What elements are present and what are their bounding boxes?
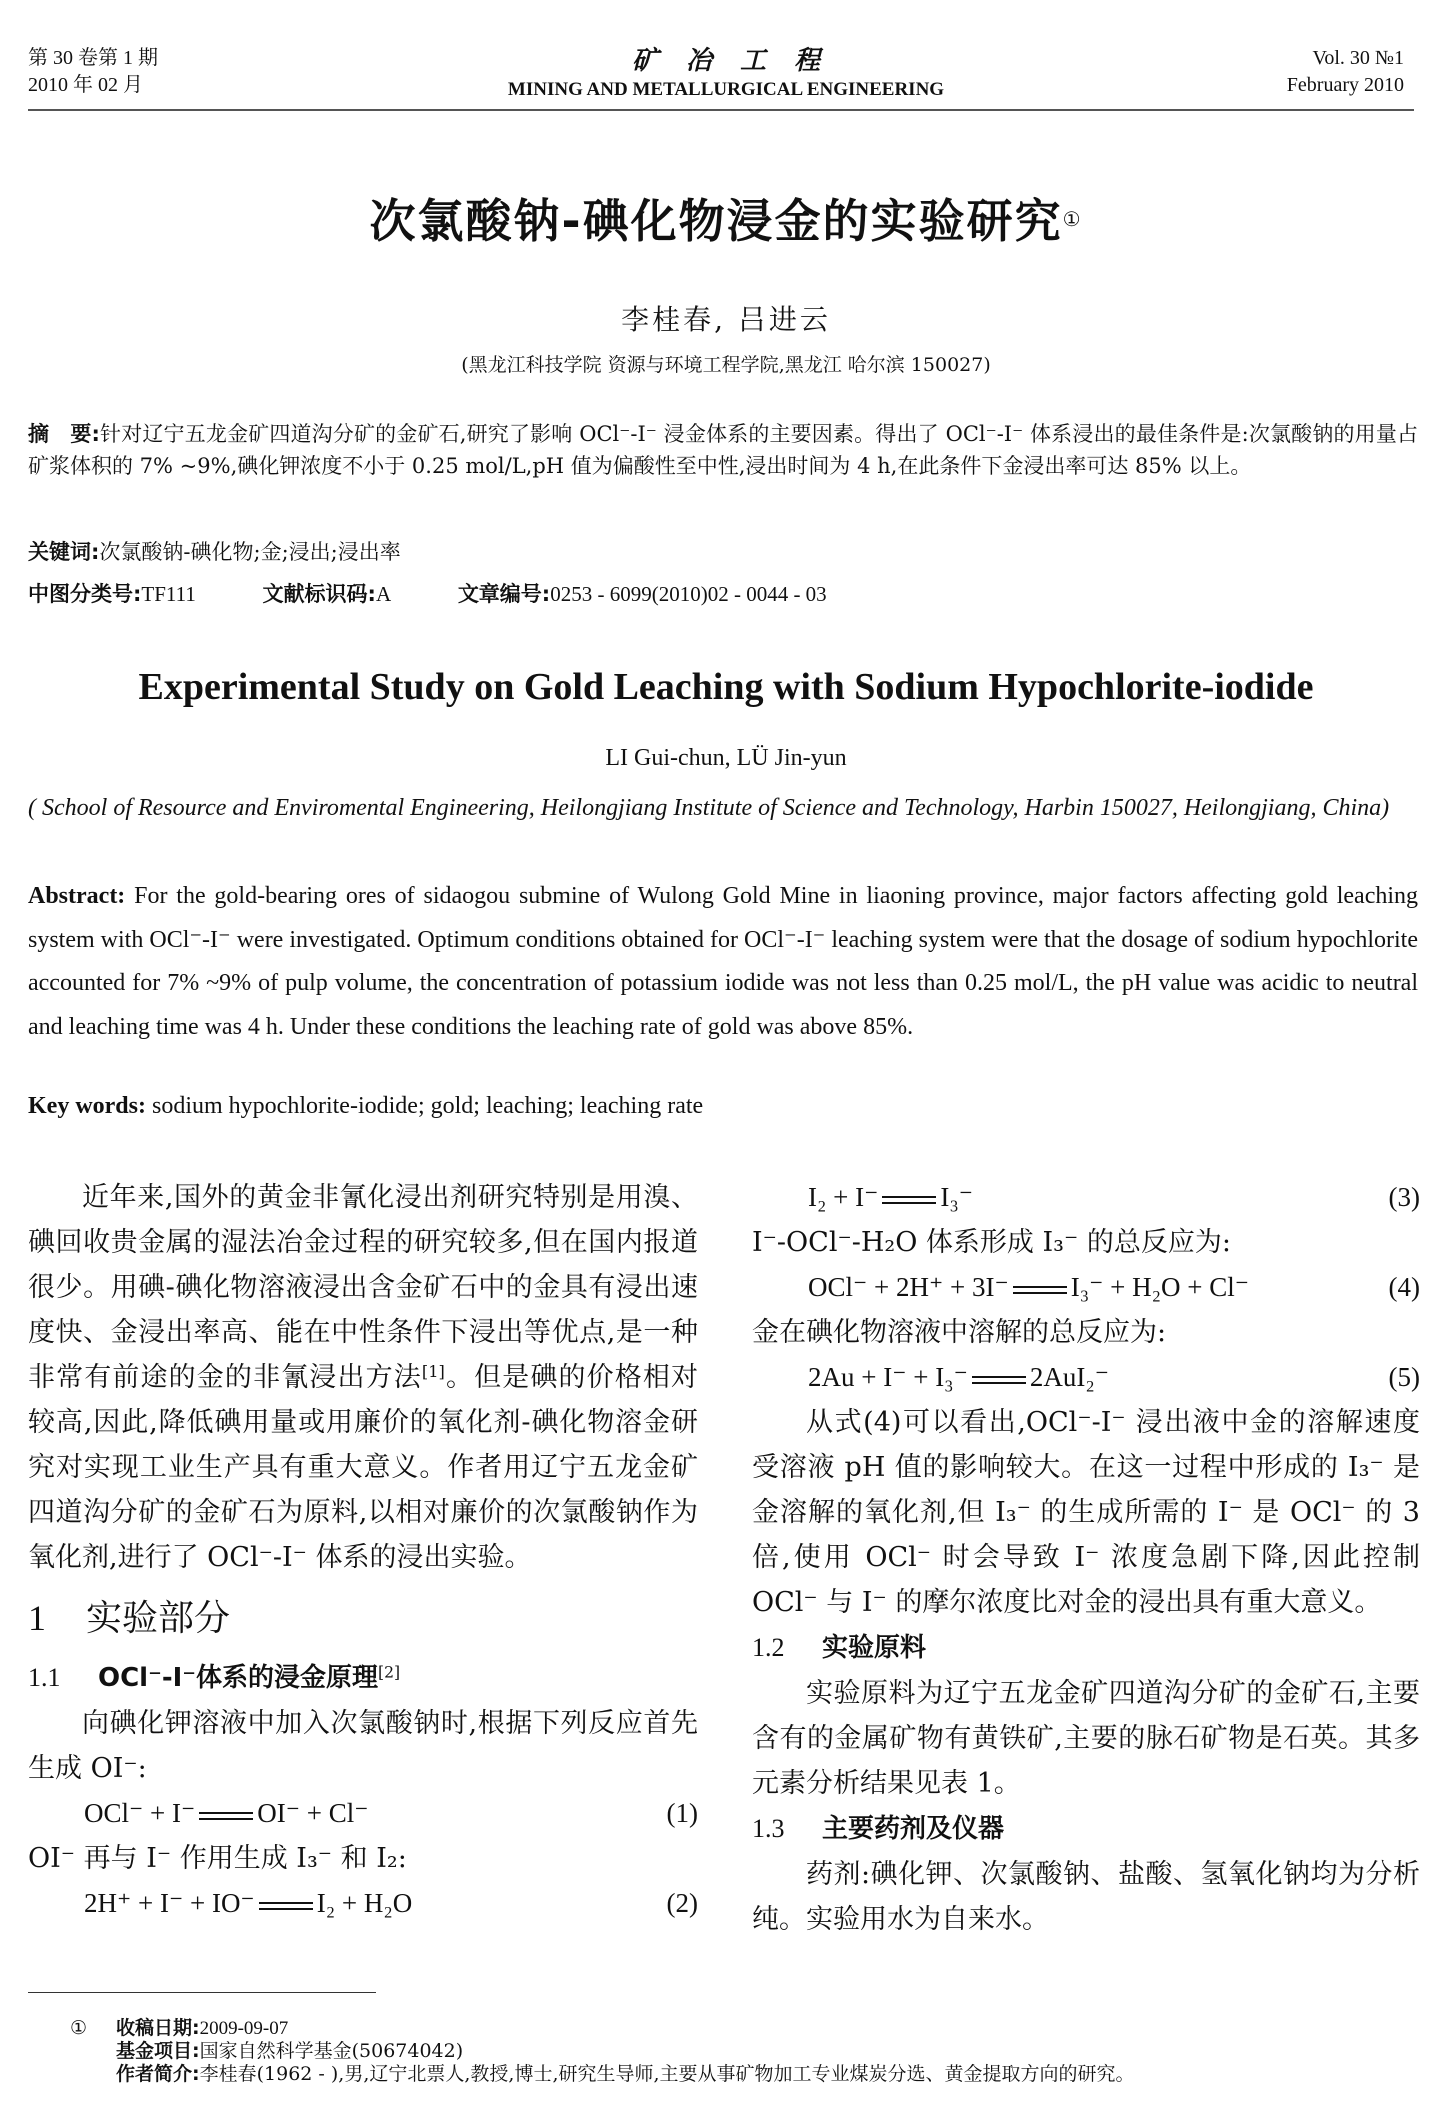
intro-paragraph xyxy=(28,1175,698,1580)
eq5-rhs: 2AuI₂⁻ xyxy=(1029,1362,1110,1392)
footnote-received xyxy=(116,2017,1135,2040)
title-cn-text: 次氯酸钠-碘化物浸金的实验研究 xyxy=(369,194,1063,248)
para-eq2: OI⁻ 再与 I⁻ 作用生成 I₃⁻ 和 I₂: xyxy=(28,1843,407,1874)
date-en: February 2010 xyxy=(1286,74,1404,96)
keywords-en xyxy=(28,1093,1418,1120)
eq3-lhs: I₂ + I⁻ xyxy=(808,1182,879,1212)
eq3-rhs: I₃⁻ xyxy=(940,1182,974,1212)
title-footnote-mark: ① xyxy=(1062,207,1083,231)
section-1-1-heading xyxy=(28,1655,698,1701)
footnote-divider xyxy=(28,1992,376,1993)
article-no-value: 0253 - 6099(2010)02 - 0044 - 03 xyxy=(550,582,827,606)
keywords-cn xyxy=(28,536,1418,568)
journal-name-cn: 矿冶工程 xyxy=(631,46,848,76)
keywords-en-label: Key words: xyxy=(28,1093,146,1119)
footnote-mark: ① xyxy=(70,2017,88,2039)
citation-ref-1[interactable]: [1] xyxy=(421,1362,445,1382)
clc-value: TF111 xyxy=(141,582,196,606)
section-1-title: 实验部分 xyxy=(86,1598,231,1639)
footnote-fund xyxy=(116,2040,1135,2063)
para-1-2: 实验原料为辽宁五龙金矿四道沟分矿的金矿石,主要含有的金属矿物有黄铁矿,主要的脉石矿物是石英。其多元素分析结果见表 1。 xyxy=(752,1678,1420,1799)
eq4-number: (4) xyxy=(1388,1272,1420,1302)
eq2-number: (2) xyxy=(666,1888,698,1918)
citation-ref-2[interactable]: [2] xyxy=(378,1663,401,1682)
keywords-en-text: sodium hypochlorite-iodide; gold; leaching; leaching rate xyxy=(151,1093,704,1119)
reaction-equals-sign xyxy=(1013,1286,1067,1294)
section-1-1-title: OCl⁻-I⁻体系的浸金原理 xyxy=(98,1663,379,1693)
authors-en: LI Gui-chun, LÜ Jin-yun xyxy=(605,745,847,771)
reaction-equals-sign xyxy=(882,1196,936,1204)
volume-en: Vol. 30 №1 xyxy=(1312,47,1404,69)
eq5-number: (5) xyxy=(1388,1362,1420,1392)
journal-name-en: MINING AND METALLURGICAL ENGINEERING xyxy=(507,79,945,100)
received-label: 收稿日期: xyxy=(116,2017,200,2039)
abstract-en xyxy=(28,875,1418,1049)
eq1-rhs: OI⁻ + Cl⁻ xyxy=(257,1798,369,1828)
intro-text-cont: 。但是碘的价格相对较高,因此,降低碘用量或用廉价的氧化剂-碘化物溶金研究对实现工业生产具有重大意义。作者用辽宁五龙金矿四道沟分矿的金矿石为原料,以相对廉价的次氯酸钠作为氧化剂,进行了 OCl⁻-I⁻ 体系的浸出实验。 xyxy=(28,1362,699,1573)
section-1-3-number: 1.3 xyxy=(752,1814,785,1843)
abstract-en-label: Abstract: xyxy=(28,883,126,909)
reaction-equals-sign xyxy=(972,1376,1026,1384)
para-eq5: 金在碘化物溶液中溶解的总反应为: xyxy=(752,1317,1167,1348)
intro-text: 近年来,国外的黄金非氰化浸出剂研究特别是用溴、碘回收贵金属的湿法冶金过程的研究较多,但在国内报道很少。用碘-碘化物溶液浸出含金矿石中的金具有浸出速度快、金浸出率高、能在中性条件下浸出等优点,是一种非常有前途的金的非氰浸出方法 xyxy=(28,1182,698,1393)
classification-line xyxy=(28,578,1418,610)
para-1-1: 向碘化钾溶液中加入次氯酸钠时,根据下列反应首先生成 OI⁻: xyxy=(28,1708,698,1784)
affiliation-cn: (黑龙江科技学院 资源与环境工程学院,黑龙江 哈尔滨 150027) xyxy=(461,354,991,376)
eq1-lhs: OCl⁻ + I⁻ xyxy=(84,1798,196,1828)
eq4-lhs: OCl⁻ + 2H⁺ + 3I⁻ xyxy=(808,1272,1009,1302)
equation-1 xyxy=(28,1791,698,1836)
received-value: 2009-09-07 xyxy=(199,2018,289,2039)
date-cn: 2010 年 02 月 xyxy=(28,74,143,96)
eq4-rhs: I₃⁻ + H₂O + Cl⁻ xyxy=(1070,1272,1250,1302)
equation-4 xyxy=(752,1265,1420,1310)
para-discussion: 从式(4)可以看出,OCl⁻-I⁻ 浸出液中金的溶解速度受溶液 pH 值的影响较大。在这一过程中形成的 I₃⁻ 是金溶解的氧化剂,但 I₃⁻ 的生成所需的 I⁻ 是 OCl⁻ 的 3 倍,使用 OCl⁻ 时会导致 I⁻ 浓度急剧下降,因此控制 OCl⁻ 与 I⁻ 的摩尔浓度比对金的浸出具有重大意义。 xyxy=(752,1407,1420,1618)
reaction-equals-sign xyxy=(259,1902,313,1910)
reaction-equals-sign xyxy=(199,1812,253,1820)
header-divider xyxy=(28,109,1414,111)
abstract-cn xyxy=(28,418,1418,482)
fund-label: 基金项目: xyxy=(116,2040,200,2062)
para-1-3: 药剂:碘化钾、次氯酸钠、盐酸、氢氧化钠均为分析纯。实验用水为自来水。 xyxy=(752,1859,1420,1935)
clc-label: 中图分类号: xyxy=(28,582,142,606)
equation-5 xyxy=(752,1355,1420,1400)
doc-code-value: A xyxy=(375,582,392,606)
issue-info-en xyxy=(1287,45,1404,99)
section-1-3-heading xyxy=(752,1806,1420,1852)
paper-title-cn xyxy=(0,185,1452,251)
article-no-label: 文章编号: xyxy=(457,582,551,606)
section-1-2-number: 1.2 xyxy=(752,1633,785,1662)
equation-2 xyxy=(28,1881,698,1926)
eq5-lhs: 2Au + I⁻ + I₃⁻ xyxy=(808,1362,968,1392)
eq2-lhs: 2H⁺ + I⁻ + IO⁻ xyxy=(84,1888,255,1918)
affiliation-en: ( School of Resource and Enviromental Engineering, Heilongjiang Institute of Science and Technology, Harbin 150027, Heilongjiang, China) xyxy=(28,795,1390,821)
keywords-cn-text: 次氯酸钠-碘化物;金;浸出;浸出率 xyxy=(99,540,401,564)
volume-cn: 第 30 卷第 1 期 xyxy=(28,47,158,69)
keywords-cn-label: 关键词: xyxy=(28,540,100,564)
eq2-rhs: I₂ + H₂O xyxy=(316,1888,413,1918)
body-column-right xyxy=(752,1175,1420,1942)
section-1-number: 1 xyxy=(28,1598,46,1638)
footnote xyxy=(70,2017,1135,2086)
section-1-2-title: 实验原料 xyxy=(822,1633,927,1663)
abstract-cn-text: 针对辽宁五龙金矿四道沟分矿的金矿石,研究了影响 OCl⁻-I⁻ 浸金体系的主要因素。得出了 OCl⁻-I⁻ 体系浸出的最佳条件是:次氯酸钠的用量占矿浆体积的 7% ~9%,碘化钾浓度不小于 0.25 mol/L,pH 值为偏酸性至中性,浸出时间为 4 h,在此条件下金浸出率可达 85% 以上。 xyxy=(28,422,1418,478)
author-label: 作者简介: xyxy=(116,2063,200,2085)
authors-cn: 李桂春, 吕进云 xyxy=(621,303,831,336)
section-1-heading xyxy=(28,1590,698,1647)
author-value: 李桂春(1962 - ),男,辽宁北票人,教授,博士,研究生导师,主要从事矿物加工专业煤炭分选、黄金提取方向的研究。 xyxy=(199,2063,1135,2085)
eq3-number: (3) xyxy=(1388,1182,1420,1212)
section-1-1-number: 1.1 xyxy=(28,1663,61,1692)
doc-code-label: 文献标识码: xyxy=(262,582,376,606)
equation-3 xyxy=(752,1175,1420,1220)
eq1-number: (1) xyxy=(666,1798,698,1828)
para-eq4: I⁻-OCl⁻-H₂O 体系形成 I₃⁻ 的总反应为: xyxy=(752,1227,1231,1258)
section-1-3-title: 主要药剂及仪器 xyxy=(822,1814,1005,1844)
body-column-left xyxy=(28,1175,698,1926)
paper-title-en: Experimental Study on Gold Leaching with Sodium Hypochlorite-iodide xyxy=(138,666,1314,708)
section-1-2-heading xyxy=(752,1625,1420,1671)
abstract-cn-label: 摘 要: xyxy=(28,422,100,446)
journal-name xyxy=(0,40,1452,101)
fund-value: 国家自然科学基金(50674042) xyxy=(199,2040,464,2062)
footnote-author xyxy=(116,2063,1135,2086)
abstract-en-text: For the gold-bearing ores of sidaogou submine of Wulong Gold Mine in liaoning province, major factors affecting gold leaching system with OCl⁻-I⁻ were investigated. Optimum conditions obtained for OCl⁻-I⁻ leaching system were that the dosage of sodium hypochlorite accounted for 7% ~9% of pulp volume, the concentration of potassium iodide was not less than 0.25 mol/L, the pH value was acidic to neutral and leaching time was 4 h. Under these conditions the leaching rate of gold was above 85%. xyxy=(28,883,1419,1040)
